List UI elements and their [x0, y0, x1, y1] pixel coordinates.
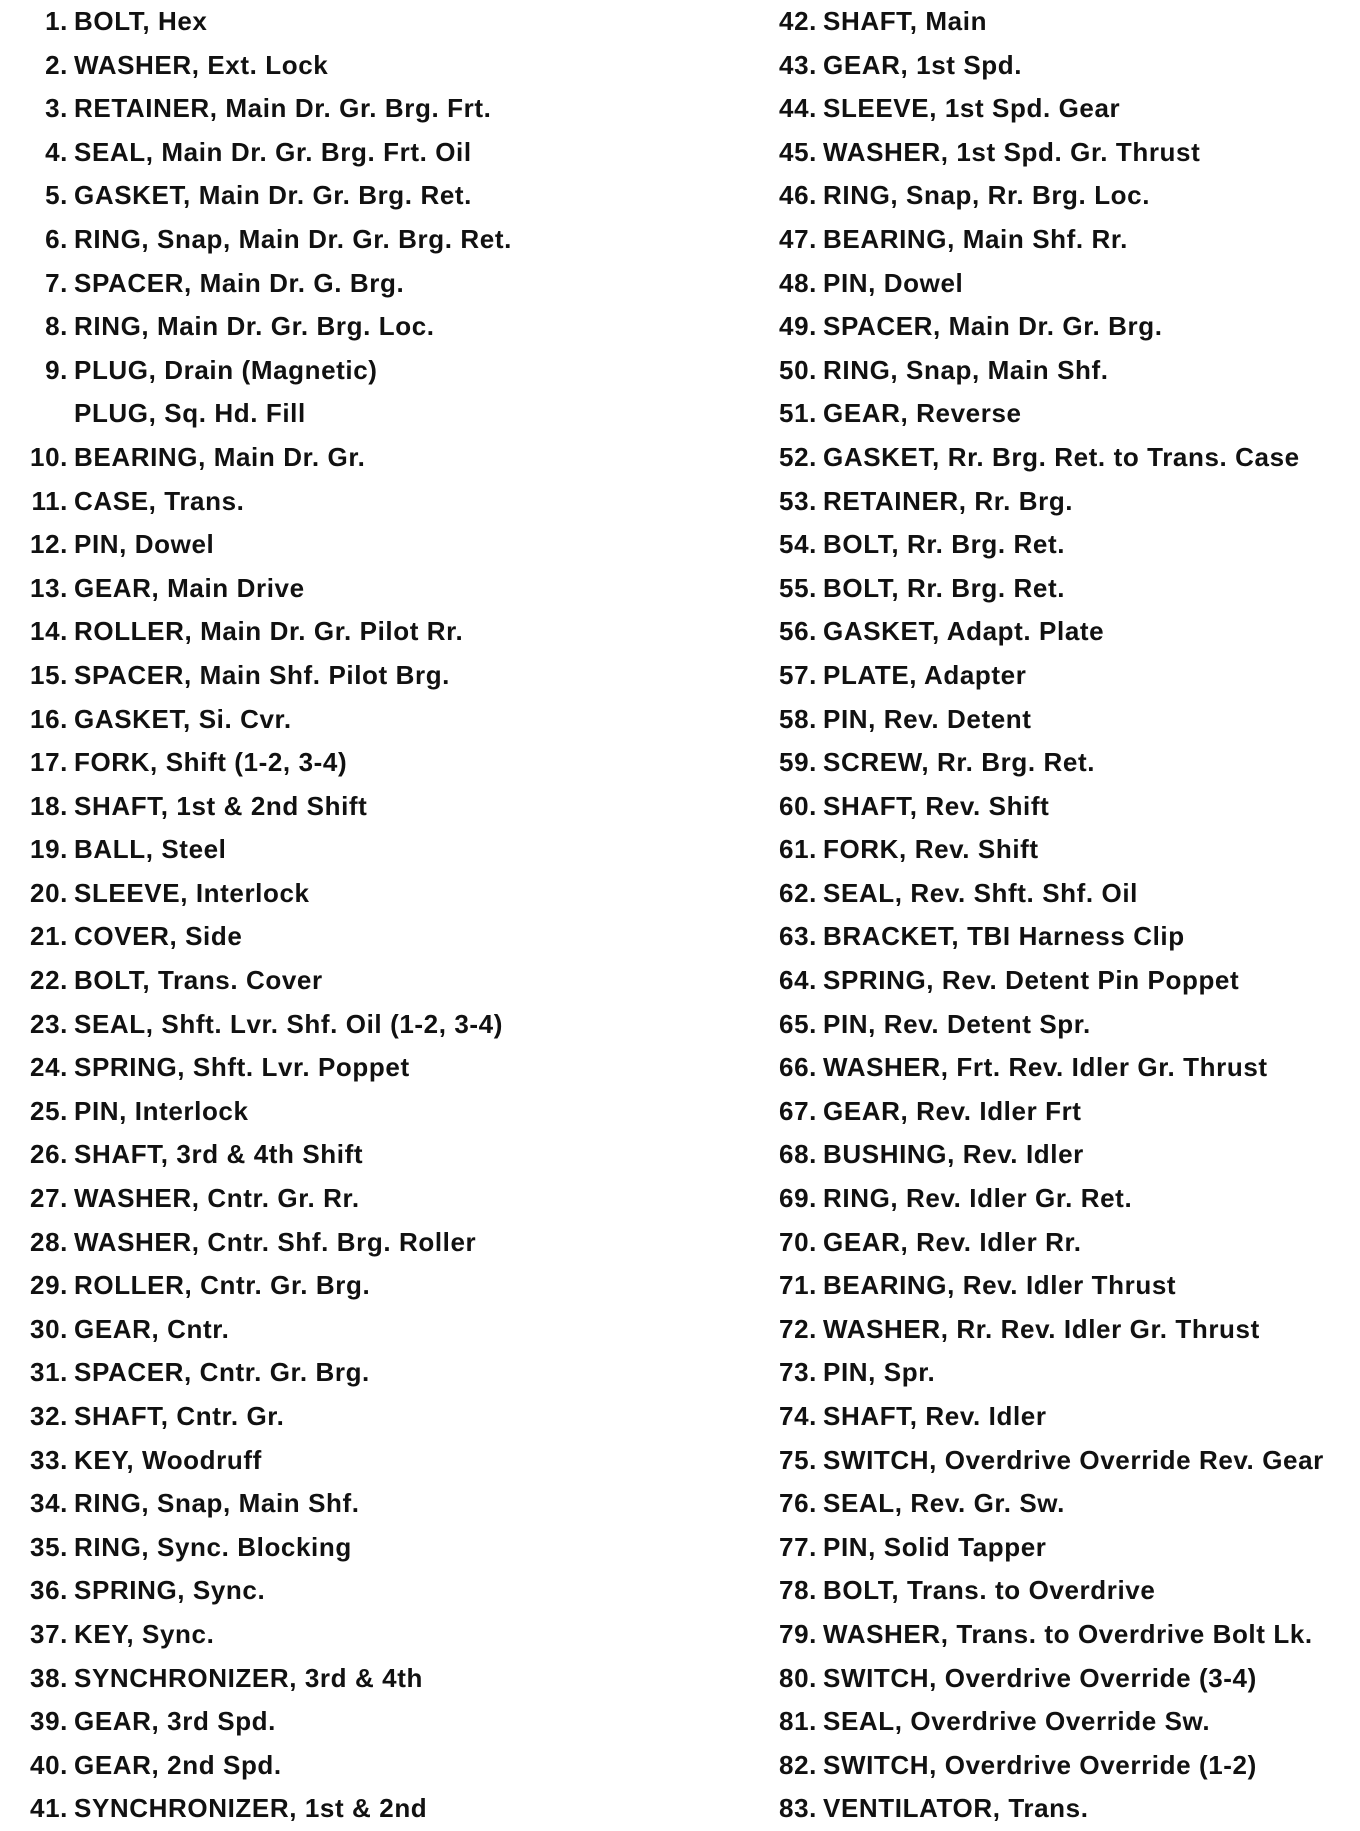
part-number: 19.	[30, 834, 68, 865]
part-number: 10.	[30, 441, 68, 472]
part-description: GEAR, Cntr.	[74, 1313, 230, 1344]
part-row	[750, 480, 1360, 524]
part-row	[750, 1744, 1360, 1788]
part-number: 60.	[779, 790, 817, 821]
part-number: 38.	[30, 1662, 68, 1693]
part-description: SWITCH, Overdrive Override Rev. Gear	[823, 1444, 1324, 1475]
part-number: 66.	[779, 1052, 817, 1083]
part-row	[750, 1003, 1360, 1047]
part-row	[750, 1308, 1360, 1352]
part-row	[0, 1744, 740, 1788]
part-number: 57.	[779, 659, 817, 690]
part-row	[0, 1482, 740, 1526]
part-number: 18.	[30, 790, 68, 821]
part-row	[0, 436, 740, 480]
part-description: RING, Sync. Blocking	[74, 1531, 352, 1562]
part-row	[750, 741, 1360, 785]
part-number: 80.	[779, 1662, 817, 1693]
part-row	[0, 305, 740, 349]
part-row	[750, 392, 1360, 436]
part-description: SYNCHRONIZER, 1st & 2nd	[74, 1793, 428, 1824]
part-number: 55.	[779, 572, 817, 603]
part-description: GEAR, Main Drive	[74, 572, 305, 603]
part-number: 8.	[45, 311, 68, 342]
part-description: SPACER, Cntr. Gr. Brg.	[74, 1357, 370, 1388]
part-row	[750, 1264, 1360, 1308]
part-number: 20.	[30, 877, 68, 908]
part-description: SHAFT, 3rd & 4th Shift	[74, 1139, 364, 1170]
part-row	[750, 872, 1360, 916]
part-row	[0, 959, 740, 1003]
part-row	[750, 1439, 1360, 1483]
parts-column-right	[750, 0, 1360, 1831]
part-description: GASKET, Adapt. Plate	[823, 616, 1105, 647]
part-row	[0, 218, 740, 262]
part-description: SWITCH, Overdrive Override (3-4)	[823, 1662, 1257, 1693]
part-row	[750, 523, 1360, 567]
part-description: WASHER, Frt. Rev. Idler Gr. Thrust	[823, 1052, 1268, 1083]
part-number: 5.	[45, 180, 68, 211]
part-row	[750, 1177, 1360, 1221]
part-number: 13.	[30, 572, 68, 603]
part-description: SPACER, Main Shf. Pilot Brg.	[74, 659, 451, 690]
part-number: 81.	[779, 1706, 817, 1737]
part-number: 65.	[779, 1008, 817, 1039]
part-description: PLATE, Adapter	[823, 659, 1027, 690]
part-number: 23.	[30, 1008, 68, 1039]
part-number: 48.	[779, 267, 817, 298]
part-number: 4.	[45, 136, 68, 167]
part-description: KEY, Sync.	[74, 1618, 215, 1649]
part-number: 72.	[779, 1313, 817, 1344]
part-row	[750, 131, 1360, 175]
part-description: BOLT, Rr. Brg. Ret.	[823, 529, 1066, 560]
part-number: 47.	[779, 223, 817, 254]
part-number: 59.	[779, 747, 817, 778]
part-description: ROLLER, Cntr. Gr. Brg.	[74, 1270, 371, 1301]
part-row	[0, 1657, 740, 1701]
part-description: SEAL, Rev. Shft. Shf. Oil	[823, 877, 1138, 908]
part-number: 7.	[45, 267, 68, 298]
part-description: SHAFT, Rev. Idler	[823, 1401, 1047, 1431]
part-row	[750, 1482, 1360, 1526]
part-description: PLUG, Sq. Hd. Fill	[74, 398, 306, 429]
part-number: 54.	[779, 529, 817, 560]
part-number: 71.	[779, 1270, 817, 1301]
part-description: RING, Snap, Rr. Brg. Loc.	[823, 180, 1151, 211]
part-row	[0, 1177, 740, 1221]
part-description: SYNCHRONIZER, 3rd & 4th	[74, 1662, 423, 1693]
part-number: 11.	[31, 485, 68, 516]
part-number: 45.	[779, 136, 817, 167]
part-row	[750, 654, 1360, 698]
part-row	[0, 1569, 740, 1613]
part-description: FORK, Rev. Shift	[823, 834, 1039, 865]
part-description: BOLT, Trans. to Overdrive	[823, 1575, 1156, 1606]
part-description: WASHER, Ext. Lock	[74, 49, 329, 80]
part-row	[750, 1221, 1360, 1265]
part-row	[0, 1090, 740, 1134]
part-description: GEAR, 3rd Spd.	[74, 1706, 276, 1737]
part-row	[750, 87, 1360, 131]
part-number: 39.	[30, 1706, 68, 1737]
part-description: SCREW, Rr. Brg. Ret.	[823, 747, 1096, 778]
part-description: SPACER, Main Dr. G. Brg.	[74, 267, 405, 298]
part-number	[0, 392, 68, 436]
part-number: 61.	[779, 834, 817, 865]
part-description: GEAR, 2nd Spd.	[74, 1749, 282, 1780]
part-description: BALL, Steel	[74, 834, 227, 865]
part-number: 68.	[779, 1139, 817, 1170]
part-description: PIN, Dowel	[823, 267, 964, 298]
part-row	[750, 567, 1360, 611]
part-row	[0, 131, 740, 175]
part-number: 41.	[30, 1793, 68, 1824]
part-row	[0, 1700, 740, 1744]
part-number: 51.	[779, 398, 817, 429]
part-row	[0, 0, 740, 44]
part-description: RETAINER, Main Dr. Gr. Brg. Frt.	[74, 93, 492, 124]
part-description: SPRING, Sync.	[74, 1575, 266, 1606]
part-description: BUSHING, Rev. Idler	[823, 1139, 1084, 1170]
part-row	[750, 1395, 1360, 1439]
part-number: 79.	[779, 1618, 817, 1649]
part-number: 33.	[30, 1444, 68, 1475]
part-description: SHAFT, Rev. Shift	[823, 790, 1050, 821]
part-number: 12.	[30, 529, 68, 560]
part-number: 62.	[779, 877, 817, 908]
part-description: WASHER, Cntr. Gr. Rr.	[74, 1183, 360, 1214]
part-row	[0, 262, 740, 306]
part-number: 3.	[45, 93, 68, 124]
part-row	[0, 1351, 740, 1395]
part-description: CASE, Trans.	[74, 485, 245, 516]
part-row	[0, 828, 740, 872]
part-number: 56.	[779, 616, 817, 647]
part-row	[0, 1003, 740, 1047]
part-description: RING, Snap, Main Shf.	[74, 1488, 360, 1519]
part-description: BOLT, Trans. Cover	[74, 965, 323, 996]
part-row	[750, 174, 1360, 218]
part-number: 34.	[30, 1488, 68, 1519]
part-row	[750, 1613, 1360, 1657]
part-description: BRACKET, TBI Harness Clip	[823, 921, 1185, 952]
part-row	[0, 1787, 740, 1831]
part-description: SEAL, Main Dr. Gr. Brg. Frt. Oil	[74, 136, 472, 167]
part-number: 21.	[30, 921, 68, 952]
part-description: SLEEVE, 1st Spd. Gear	[823, 93, 1121, 124]
part-number: 16.	[30, 703, 68, 734]
part-description: SWITCH, Overdrive Override (1-2)	[823, 1749, 1257, 1780]
part-row	[750, 698, 1360, 742]
part-row	[750, 436, 1360, 480]
part-description: GASKET, Main Dr. Gr. Brg. Ret.	[74, 180, 472, 211]
part-row	[750, 349, 1360, 393]
part-description: VENTILATOR, Trans.	[823, 1793, 1089, 1824]
part-row	[750, 610, 1360, 654]
part-number: 70.	[779, 1226, 817, 1257]
part-number: 74.	[779, 1401, 817, 1431]
part-number: 83.	[779, 1793, 817, 1824]
part-number: 42.	[779, 6, 817, 36]
part-number: 75.	[779, 1444, 817, 1475]
part-description: RING, Snap, Main Shf.	[823, 354, 1109, 385]
part-row	[0, 915, 740, 959]
part-description: COVER, Side	[74, 921, 243, 952]
part-description: SEAL, Shft. Lvr. Shf. Oil (1-2, 3-4)	[74, 1008, 503, 1039]
part-description: GEAR, 1st Spd.	[823, 49, 1023, 80]
part-row	[0, 1133, 740, 1177]
part-row	[0, 1395, 740, 1439]
part-description: BOLT, Rr. Brg. Ret.	[823, 572, 1066, 603]
part-description: PIN, Solid Tapper	[823, 1531, 1047, 1562]
part-number: 15.	[30, 659, 68, 690]
part-row	[750, 1133, 1360, 1177]
part-row	[750, 959, 1360, 1003]
part-number: 46.	[779, 180, 817, 211]
part-description: SEAL, Overdrive Override Sw.	[823, 1706, 1211, 1737]
part-row	[0, 1526, 740, 1570]
part-row	[0, 480, 740, 524]
part-number: 50.	[779, 354, 817, 385]
part-row	[750, 1657, 1360, 1701]
part-description: FORK, Shift (1-2, 3-4)	[74, 747, 348, 778]
part-row	[750, 262, 1360, 306]
part-number: 78.	[779, 1575, 817, 1606]
part-number: 29.	[30, 1270, 68, 1301]
part-row	[0, 698, 740, 742]
part-number: 14.	[30, 616, 68, 647]
part-row	[750, 1351, 1360, 1395]
part-description: SLEEVE, Interlock	[74, 877, 310, 908]
part-description: BOLT, Hex	[74, 6, 208, 36]
part-number: 32.	[30, 1401, 68, 1431]
part-description: PLUG, Drain (Magnetic)	[74, 354, 378, 385]
part-row	[0, 872, 740, 916]
part-description: GEAR, Rev. Idler Frt	[823, 1095, 1082, 1126]
part-row	[750, 915, 1360, 959]
part-number: 40.	[30, 1749, 68, 1780]
part-number: 44.	[779, 93, 817, 124]
part-row	[750, 218, 1360, 262]
part-row	[0, 1613, 740, 1657]
part-description: WASHER, 1st Spd. Gr. Thrust	[823, 136, 1201, 167]
part-description: SHAFT, 1st & 2nd Shift	[74, 790, 368, 821]
part-number: 67.	[779, 1095, 817, 1126]
part-row	[750, 0, 1360, 44]
part-number: 30.	[30, 1313, 68, 1344]
part-number: 73.	[779, 1357, 817, 1388]
part-row	[750, 44, 1360, 88]
part-row	[0, 44, 740, 88]
part-description: SHAFT, Main	[823, 6, 988, 36]
part-description: WASHER, Rr. Rev. Idler Gr. Thrust	[823, 1313, 1260, 1344]
part-row	[750, 1700, 1360, 1744]
part-row	[750, 305, 1360, 349]
part-number: 58.	[779, 703, 817, 734]
part-number: 43.	[779, 49, 817, 80]
part-description: BEARING, Rev. Idler Thrust	[823, 1270, 1177, 1301]
part-description: BEARING, Main Shf. Rr.	[823, 223, 1129, 254]
part-row	[0, 567, 740, 611]
part-row	[750, 1569, 1360, 1613]
part-number: 52.	[779, 441, 817, 472]
part-row	[0, 610, 740, 654]
part-number: 6.	[45, 223, 68, 254]
part-number: 26.	[30, 1139, 68, 1170]
part-number: 1.	[45, 6, 68, 36]
part-row	[750, 1526, 1360, 1570]
part-row	[0, 1439, 740, 1483]
part-number: 9.	[45, 354, 68, 385]
part-number: 2.	[45, 49, 68, 80]
part-row	[750, 1787, 1360, 1831]
part-description: BEARING, Main Dr. Gr.	[74, 441, 366, 472]
part-number: 69.	[779, 1183, 817, 1214]
part-description: RING, Main Dr. Gr. Brg. Loc.	[74, 311, 435, 342]
part-number: 35.	[30, 1531, 68, 1562]
part-row	[0, 1221, 740, 1265]
part-number: 82.	[779, 1749, 817, 1780]
part-description: GASKET, Si. Cvr.	[74, 703, 292, 734]
part-row	[750, 828, 1360, 872]
part-row	[0, 392, 740, 436]
part-description: RING, Snap, Main Dr. Gr. Brg. Ret.	[74, 223, 512, 254]
part-description: GASKET, Rr. Brg. Ret. to Trans. Case	[823, 441, 1300, 472]
part-description: ROLLER, Main Dr. Gr. Pilot Rr.	[74, 616, 464, 647]
part-row	[0, 1046, 740, 1090]
part-row	[0, 1308, 740, 1352]
part-number: 77.	[779, 1531, 817, 1562]
part-number: 17.	[30, 747, 68, 778]
part-description: RING, Rev. Idler Gr. Ret.	[823, 1183, 1133, 1214]
part-row	[0, 741, 740, 785]
part-number: 64.	[779, 965, 817, 996]
part-row	[0, 174, 740, 218]
part-description: SPRING, Rev. Detent Pin Poppet	[823, 965, 1240, 996]
part-number: 24.	[30, 1052, 68, 1083]
part-row	[0, 87, 740, 131]
part-number: 31.	[30, 1357, 68, 1388]
part-description: PIN, Rev. Detent Spr.	[823, 1008, 1091, 1039]
part-number: 63.	[779, 921, 817, 952]
part-description: PIN, Dowel	[74, 529, 215, 560]
part-row	[0, 349, 740, 393]
part-number: 76.	[779, 1488, 817, 1519]
part-row	[0, 523, 740, 567]
part-description: GEAR, Rev. Idler Rr.	[823, 1226, 1082, 1257]
part-row	[0, 1264, 740, 1308]
part-description: WASHER, Cntr. Shf. Brg. Roller	[74, 1226, 477, 1257]
part-description: SPRING, Shft. Lvr. Poppet	[74, 1052, 410, 1083]
part-description: RETAINER, Rr. Brg.	[823, 485, 1074, 516]
part-row	[750, 785, 1360, 829]
part-row	[0, 785, 740, 829]
part-row	[750, 1046, 1360, 1090]
part-description: SHAFT, Cntr. Gr.	[74, 1401, 285, 1431]
part-number: 25.	[30, 1095, 68, 1126]
part-row	[0, 654, 740, 698]
part-number: 37.	[30, 1618, 68, 1649]
part-description: PIN, Rev. Detent	[823, 703, 1032, 734]
part-description: SEAL, Rev. Gr. Sw.	[823, 1488, 1065, 1519]
part-description: SPACER, Main Dr. Gr. Brg.	[823, 311, 1163, 342]
part-number: 22.	[30, 965, 68, 996]
part-number: 53.	[779, 485, 817, 516]
part-description: PIN, Spr.	[823, 1357, 936, 1388]
part-number: 36.	[30, 1575, 68, 1606]
part-description: GEAR, Reverse	[823, 398, 1022, 429]
part-description: KEY, Woodruff	[74, 1444, 262, 1475]
part-number: 28.	[30, 1226, 68, 1257]
part-description: PIN, Interlock	[74, 1095, 249, 1126]
part-number: 49.	[779, 311, 817, 342]
part-number: 27.	[30, 1183, 68, 1214]
part-row	[750, 1090, 1360, 1134]
part-description: WASHER, Trans. to Overdrive Bolt Lk.	[823, 1618, 1313, 1649]
